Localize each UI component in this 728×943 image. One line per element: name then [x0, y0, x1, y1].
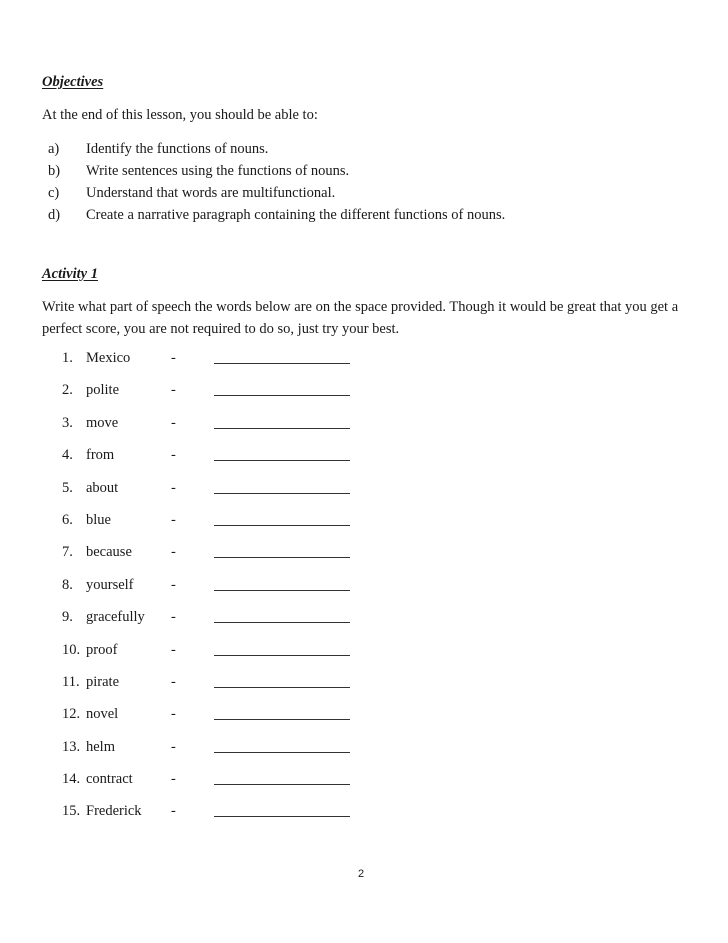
activity-item-word: helm [86, 738, 115, 755]
objective-text: Identify the functions of nouns. [86, 141, 269, 157]
activity-item-dash: - [171, 382, 176, 399]
activity-item-dash: - [171, 511, 176, 528]
answer-blank-line[interactable] [214, 622, 350, 623]
activity-item-dash: - [171, 609, 176, 626]
activity-item-dash: - [171, 738, 176, 755]
objective-item [48, 204, 505, 226]
objective-letter: b) [48, 163, 61, 179]
objective-text: Write sentences using the functions of nouns. [86, 163, 350, 179]
activity-item-number: 6. [62, 511, 73, 528]
activity-item-number: 15. [62, 803, 81, 820]
objective-text: Understand that words are multifunctional. [86, 185, 336, 201]
activity-item-number: 11. [62, 673, 80, 690]
activity-item-number: 10. [62, 641, 81, 658]
objective-item [48, 138, 505, 160]
activity-instructions: Write what part of speech the words below are on the space provided. Though it would be great that you get a perfect score, you are not required to do so, just try your best. [42, 299, 679, 337]
activity-item-word: move [86, 414, 119, 431]
answer-blank-line[interactable] [214, 460, 350, 461]
activity-item-number: 2. [62, 382, 73, 399]
activity-item-word: gracefully [86, 609, 145, 626]
answer-blank-line[interactable] [214, 493, 350, 494]
objectives-heading: Objectives [42, 74, 104, 90]
activity-item-word: proof [86, 641, 118, 658]
activity-item-dash: - [171, 447, 176, 464]
activity-item-dash: - [171, 479, 176, 496]
activity-item-word: blue [86, 511, 111, 528]
activity-item-number: 9. [62, 609, 73, 626]
activity-item-number: 4. [62, 447, 73, 464]
activity-item-word: novel [86, 706, 119, 723]
objective-letter: d) [48, 207, 61, 223]
objective-item [48, 160, 505, 182]
answer-blank-line[interactable] [214, 655, 350, 656]
objectives-list [48, 138, 505, 226]
page-number: 2 [358, 868, 365, 880]
activity-item-word: Frederick [86, 803, 142, 820]
activity-item-number: 3. [62, 414, 73, 431]
answer-blank-line[interactable] [214, 752, 350, 753]
activity-item-dash: - [171, 673, 176, 690]
activity-item-number: 12. [62, 706, 81, 723]
activity-item-dash: - [171, 641, 176, 658]
activity-item-word: from [86, 447, 115, 464]
activity-item-dash: - [171, 771, 176, 788]
activity-item-number: 8. [62, 576, 73, 593]
answer-blank-line[interactable] [214, 590, 350, 591]
activity-item-number: 13. [62, 738, 81, 755]
activity-item-word: about [86, 479, 119, 496]
activity-item-number: 14. [62, 771, 81, 788]
answer-blank-line[interactable] [214, 363, 350, 364]
answer-blank-line[interactable] [214, 687, 350, 688]
activity-item-word: yourself [86, 576, 134, 593]
objective-letter: a) [48, 141, 60, 157]
answer-blank-line[interactable] [214, 428, 350, 429]
activity-item-number: 1. [62, 350, 73, 366]
answer-blank-line[interactable] [214, 395, 350, 396]
answer-blank-line[interactable] [214, 784, 350, 785]
objectives-intro: At the end of this lesson, you should be able to: [42, 107, 318, 123]
answer-blank-line[interactable] [214, 557, 350, 558]
activity-item-dash: - [171, 414, 176, 431]
activity-heading: Activity 1 [42, 266, 98, 282]
activity-item-dash: - [171, 350, 176, 366]
activity-item-word: pirate [86, 673, 120, 690]
activity-item-word: because [86, 544, 132, 561]
objective-letter: c) [48, 185, 60, 201]
objective-text: Create a narrative paragraph containing the different functions of nouns. [86, 207, 506, 223]
answer-blank-line[interactable] [214, 525, 350, 526]
activity-item-word: Mexico [86, 350, 131, 366]
activity-item-number: 7. [62, 544, 73, 561]
activity-item-word: contract [86, 771, 133, 788]
activity-item-dash: - [171, 803, 176, 820]
objective-item [48, 182, 505, 204]
answer-blank-line[interactable] [214, 719, 350, 720]
activity-item-dash: - [171, 706, 176, 723]
activity-item-dash: - [171, 544, 176, 561]
answer-blank-line[interactable] [214, 816, 350, 817]
activity-item-word: polite [86, 382, 120, 399]
activity-item-number: 5. [62, 479, 73, 496]
activity-item-dash: - [171, 576, 176, 593]
